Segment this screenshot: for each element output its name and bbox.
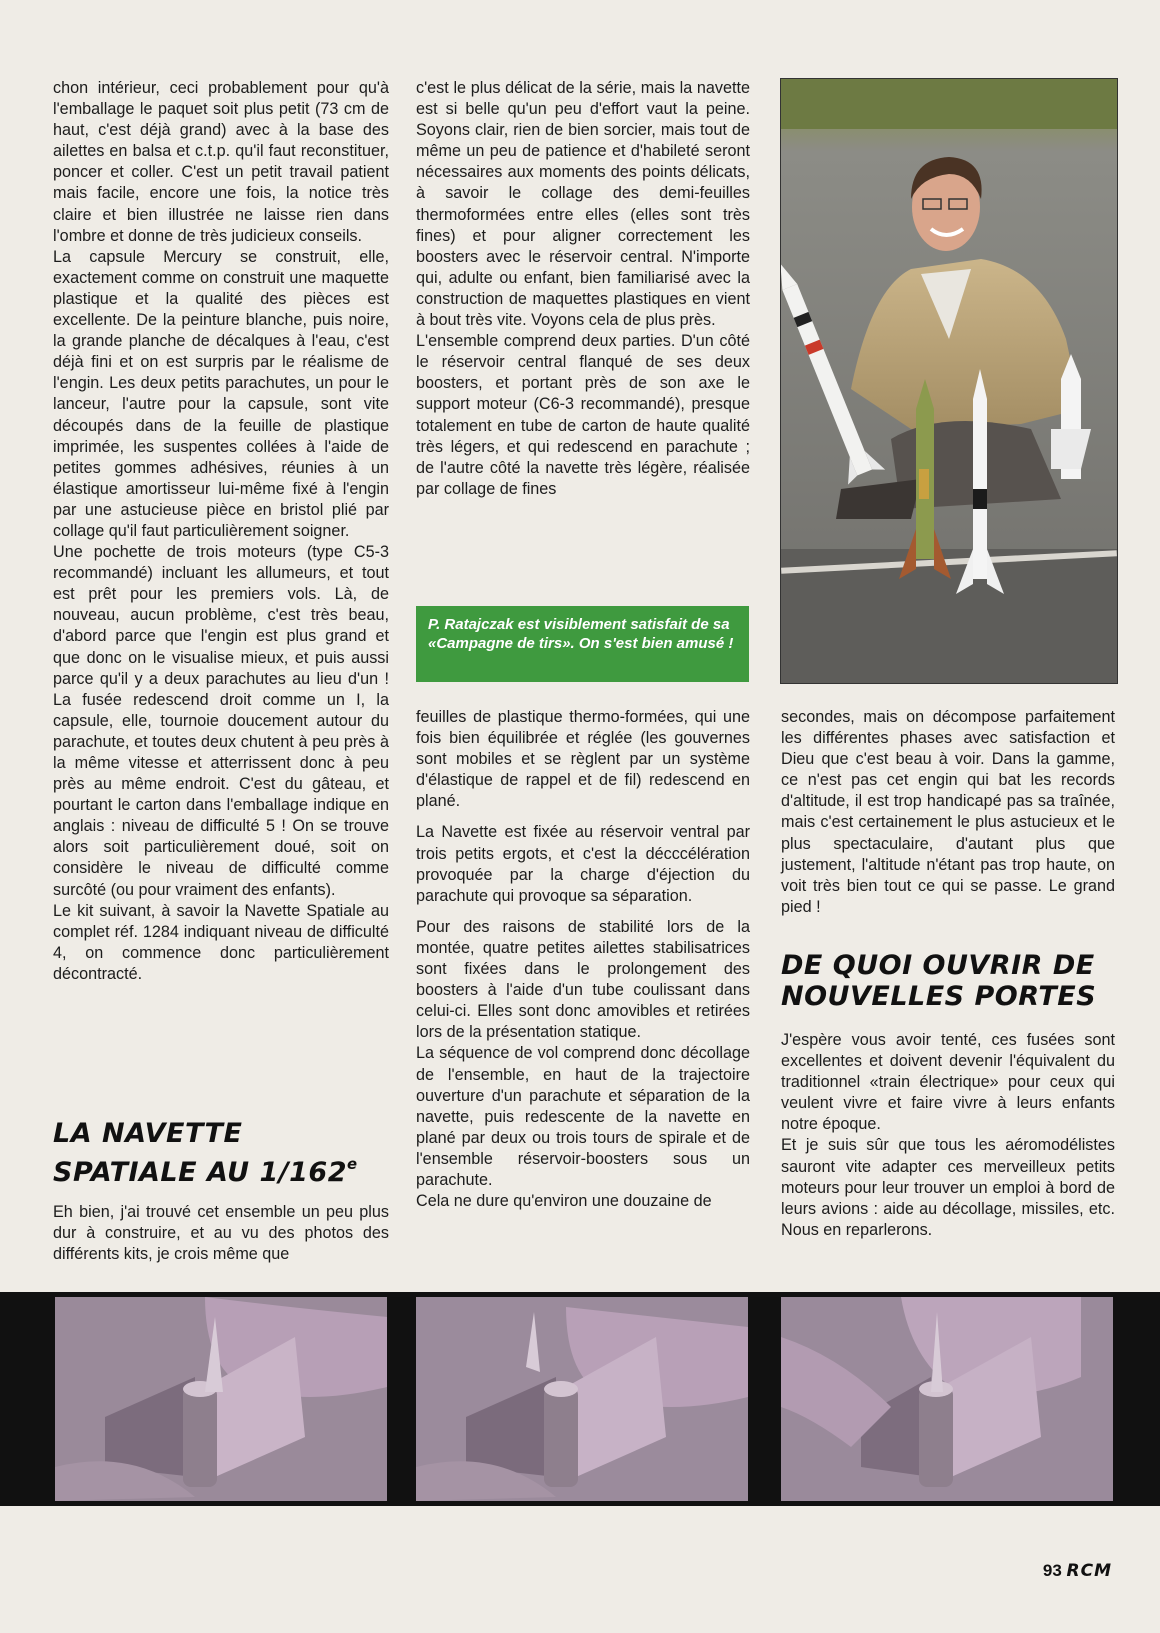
heading-superscript: e [347,1155,358,1173]
paragraph: Pour des raisons de stabilité lors de la montée, quatre petites ailettes stabilisatrices sont fixées dans le prolongement des boosters à l'aide d'un tube coulissant dans celui-ci. Elles sont donc amovibles et retirées lors de la présentation statique. [416,917,750,1042]
assembly-photo-2 [416,1297,748,1501]
article-column-3 [781,707,1115,918]
assembly-photo-1 [55,1297,387,1501]
article-column-2 [416,78,750,500]
page-footer [1043,1561,1112,1581]
assembly-illustration [781,1297,1113,1501]
article-column-1 [53,78,389,985]
paragraph: c'est le plus délicat de la série, mais la navette est si belle qu'un peu d'effort vaut la peine. Soyons clair, rien de bien sorcier, mais tout de même un peu de patience et d'habileté seront nécessaires aux moments des points délicats, à savoir le collage des demi-feuilles thermoformées entre elles (elles sont très fines) et pour aligner correctement les boosters avec le réservoir central. N'importe qui, adulte ou enfant, bien familiarisé avec la construction de maquettes plastiques en vient à bout très vite. Voyons cela de plus près. [416,79,750,330]
section-heading-portes: DE QUOI OUVRIR DE NOUVELLES PORTES [781,950,1097,1012]
paragraph: Cela ne dure qu'environ une douzaine de [416,1192,712,1211]
paragraph: J'espère vous avoir tenté, ces fusées sont excellentes et doivent devenir l'équivalent du traditionnel «train électrique» pour ceux qui veulent vivre et faire vivre à leurs enfants notre époque. [781,1031,1115,1134]
paragraph: La capsule Mercury se construit, elle, exactement comme on construit une maquette plastique et la qualité des pièces est excellente. De la peinture blanche, puis noire, la grande planche de décalques à l'eau, c'est déjà fini et on est surpris par le réalisme de l'engin. Les deux petits parachutes, un pour le lanceur, l'autre pour la capsule, sont vite découpés dans de la feuille de plastique imprimée, les suspentes collées à l'aide de petites gommes adhésives, réunies à un élastique amortisseur lui-même fixé à l'engin par une astucieuse pièce en bristol plié par collage qu'il faut particulièrement soigner. [53,247,389,540]
assembly-photo-3 [781,1297,1113,1501]
paragraph: Une pochette de trois moteurs (type C5-3 recommandé) incluant les allumeurs, et tout est prêt pour les premiers vols. Là, de nouveau, aucun problème, c'est très beau, d'abord parce que l'engin est plus grand et que donc on le visualise mieux, et puis aussi parce qu'il y a deux parachutes au lieu d'un ! La fusée redescend droit comme un I, la capsule, elle, tournoie doucement autour du parachute, et toutes deux chutent à peu près à la même vitesse et atterrissent donc à peu près au même endroit. C'est du gâteau, et pourtant le carton dans l'emballage indique en anglais : niveau de difficulté 5 ! On se trouve alors soit particulièrement doué, soit on considère le niveau de difficulté comme surcôté (ou pour vraiment des enfants). [53,543,389,899]
section-heading-navette [53,1118,393,1188]
paragraph: La séquence de vol comprend donc décollage de l'ensemble, en haut de la trajectoire ouverture d'un parachute et séparation de la navette, puis redescente de la navette en plané par deux ou trois tours de spirale et de l'ensemble réservoir-boosters sous un parachute. [416,1044,750,1189]
photo-illustration [781,79,1117,683]
paragraph: La Navette est fixée au réservoir ventral par trois petits ergots, et c'est la décccélération provoquée par la charge d'éjection du parachute qui provoque sa séparation. [416,823,750,905]
paragraph: feuilles de plastique thermo-formées, qui une fois bien équilibrée et réglée (les gouvernes sont mobiles et se règlent par un système d'élastique de rappel et de fil) redescend en plané. [416,708,750,811]
magazine-logo: RCM [1066,1561,1112,1581]
article-column-1-continued [53,1202,389,1265]
paragraph: chon intérieur, ceci probablement pour qu'à l'emballage le paquet soit plus petit (73 cm de haut, c'est déjà grand) avec à la base des ailettes en balsa et c.t.p. qu'il faut reconstituer, poncer et coller. C'est un petit travail patient mais facile, encore une fois, la notice très claire et bien illustrée ne laisse rien dans l'ombre et donne de très judicieux conseils. [53,79,389,245]
heading-text: LA NAVETTE SPATIALE AU 1/162 [53,1118,347,1188]
photo-caption: P. Ratajczak est visiblement satisfait de sa «Campagne de tirs». On s'est bien amusé ! [416,606,749,682]
page-number: 93 [1042,1561,1062,1580]
paragraph: secondes, mais on décompose parfaitement les différentes phases avec satisfaction et Dieu que c'est beau à voir. Dans la gamme, ce n'est pas cet engin qui bat les records d'altitude, il est trop handicapé pas sa traînée, mais c'est certainement le plus astucieux et le plus spectaculaire, d'autant plus que justement, l'altitude n'étant pas trop haute, on voit très bien tout ce qui se passe. Le grand pied ! [781,708,1115,916]
assembly-illustration [416,1297,748,1501]
paragraph: L'ensemble comprend deux parties. D'un côté le réservoir central flanqué de ses deux boosters, et portant près de son axe le support moteur (C6-3 recommandé), presque totalement en tube de carton de haute qualité très légers, et qui redescend en parachute ; de l'autre côté la navette très légère, réalisée par collage de fines [416,332,750,498]
article-column-2-continued [416,707,750,1212]
paragraph: Et je suis sûr que tous les aéromodélistes sauront vite adapter ces merveilleux petits moteurs pour leur trouver un emploi à bord de leurs avions : aide au décollage, missiles, etc. Nous en reparlerons. [781,1136,1115,1239]
paragraph: Eh bien, j'ai trouvé cet ensemble un peu plus dur à construire, et au vu des photos des différents kits, je crois même que [53,1203,389,1264]
rocket-photo [780,78,1118,684]
paragraph: Le kit suivant, à savoir la Navette Spatiale au complet réf. 1284 indiquant niveau de difficulté 4, on commence donc particulièrement décontracté. [53,901,389,983]
article-column-3-continued [781,1030,1115,1241]
assembly-illustration [55,1297,387,1501]
